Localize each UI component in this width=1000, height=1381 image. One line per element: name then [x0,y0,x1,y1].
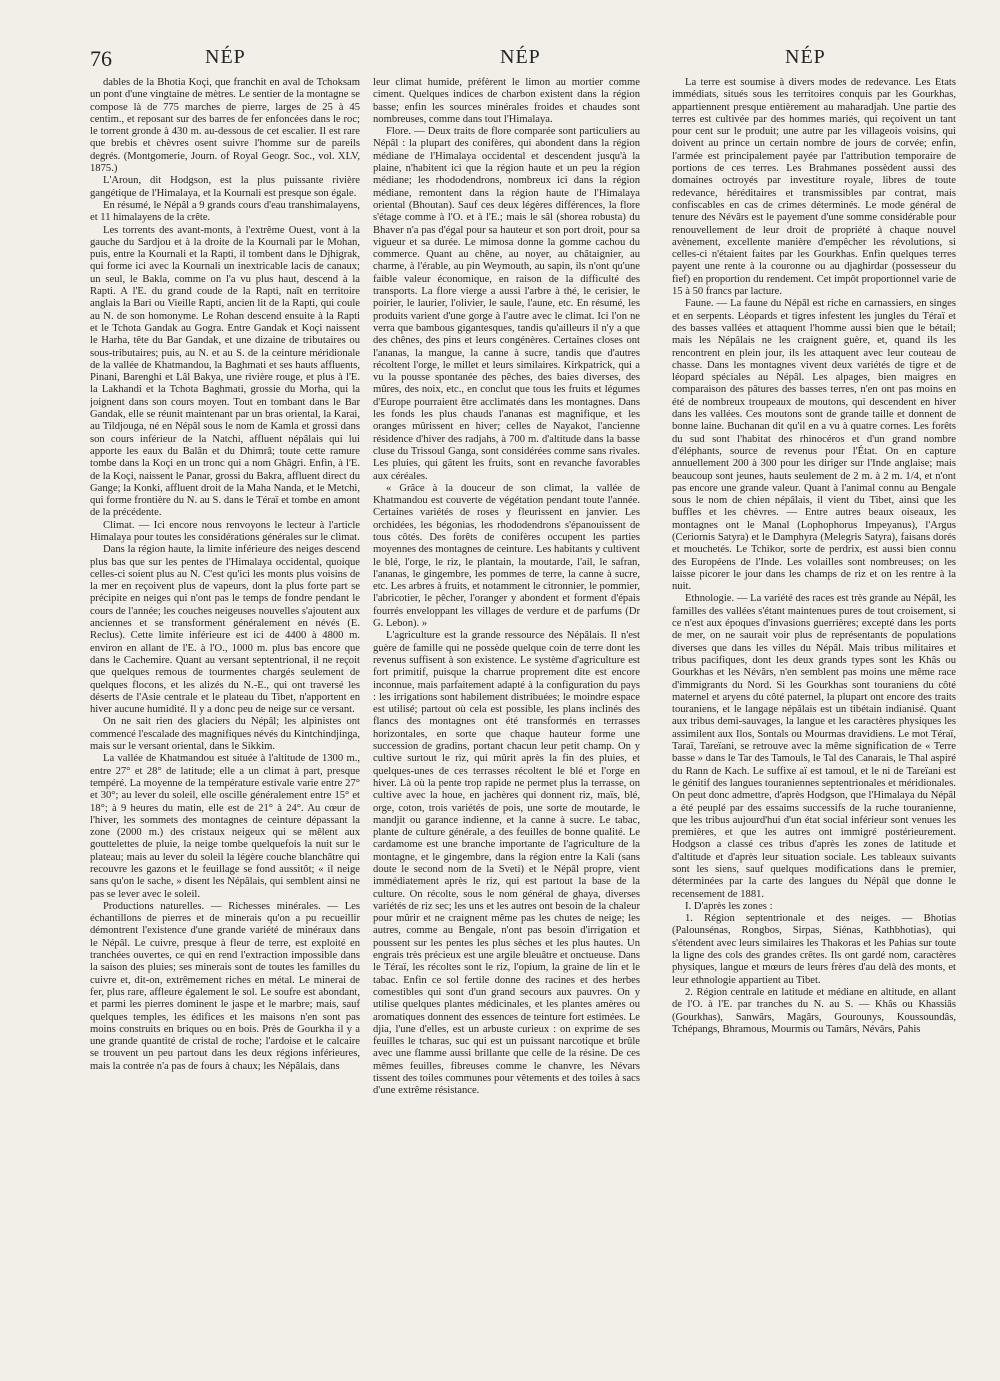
paragraph: On ne sait rien des glaciers du Népâl; les alpinistes ont commencé l'escalade des magnifiques névés du Kintchindjinga, mais sur le versant oriental, dans le Sikkim. [90,716,360,753]
headword-left: NÉP [205,46,246,68]
text-column-1 [90,77,360,1367]
paragraph: L'Aroun, dit Hodgson, est la plus puissante rivière gangétique de l'Himalaya, et la Kournali est presque son égale. [90,175,360,199]
paragraph: Productions naturelles. — Richesses minérales. — Les échantillons de pierres et de minerais qu'on a pu recueillir démontrent l'existence d'une grande variété de minéraux dans le Népâl. Le cuivre, presque à fleur de terre, est exploité en tranchées ouvertes, ce qui en rend l'extraction impossible dans la saison des pluies; ses minerais sont de toutes les familles du cuivre et, dit-on, extrêmement riches en métal. Le minerai de fer, plus rare, affleure également le sol. Le soufre est abondant, et parmi les pierres dominent le jaspe et le marbre; mais, sauf quelques temples, les édifices et les maisons n'en sont pas moins construits en briques ou en bois. Près de Gourkha il y a une grande quantité de cristal de roche; l'ardoise et le calcaire se trouvent un peu partout dans les deux régions inférieures, mais la contrée n'a pas de fours à chaux; les Népâlais, dans [90,900,360,1072]
paragraph: dables de la Bhotia Koçi, que franchit en aval de Tchoksam un pont d'une vingtaine de mètres. Le sentier de la montagne se compose là de 775 marches de pierre, larges de 25 à 45 centim., et reposant sur des barres de fer enfoncées dans le roc; le torrent gronde à 430 m. au-dessous de cet escalier. Il est rare que brebis et chèvres osent suivre l'homme sur de pareils degrés. (Montgomerie, Journ. of Royal Geogr. Soc., vol. XLV, 1875.) [90,77,360,175]
paragraph: La vallée de Khatmandou est située à l'altitude de 1300 m., entre 27° et 28° de latitude; elle a un climat à part, presque tempéré. La moyenne de la température estivale varie entre 27° et 30°; au lever du soleil, elle oscille généralement entre 15° et 18°; à 9 heures du matin, elle est de 21° à 24°. Au cœur de l'hiver, les sommets des montagnes de ceinture dépassant la zone (2000 m.) des cristaux neigeux qui se mêlent aux gouttelettes de pluie, la neige tombe quelquefois la nuit sur le plateau; mais au lever du soleil la légère couche blanchâtre qui recouvre les gazons et le feuillage se fond aussitôt; « il neige sans qu'on le sache, » disent les Népâlais, qui semblent ainsi ne pas se lever avec le soleil. [90,753,360,900]
running-header [0,46,1000,76]
paragraph: Faune. — La faune du Népâl est riche en carnassiers, en singes et en serpents. Léopards et tigres infestent les jungles du Téraï et des basses vallées et attaquent l'homme aussi bien que le bétail; mais les Népâlais ne les craignent guère, et, quand ils les rencontrent en plein jour, ils les attaquent avec leur couteau de chasse. Dans les montagnes vivent deux variétés de tigre et de léopard spéciales au Népâl. Les alpages, bien maigres en comparaison des pâtures des basses terres, n'en ont pas moins en été de nombreux troupeaux de moutons, qui descendent en hiver dans les vallées. Ces moutons sont de grande taille et donnent de bonne laine. Buchanan dit qu'il en a vu à quatre cornes. Les forêts du sud sont l'habitat des rhinocéros et d'un grand nombre d'éléphants, source de revenus pour l'État. On en capture annuellement 200 à 300 pour les diriger sur l'Inde anglaise; mais beaucoup sont jeunes, hauts seulement de 2 m. à 2 m. 1/4, et n'ont pas encore une grande valeur. Quant à l'animal connu au Bengale sous le nom de chien népâlais, il vient du Tibet, ainsi que les buffles et les chèvres. — Entre autres beaux oiseaux, les montagnes ont le Manal (Lophophorus Impeyanus), l'Argus (Ceriornis Satyra) et le Damphyra (Melegris Satyra), faisans dorés et mouchetés. Le Tchikor, sorte de perdrix, est aussi bien connu des Européens de l'Inde. Les volailles sont nombreuses; on les laisse picorer le jour dans les champs de riz et on les rentre à la nuit. [672,298,956,593]
paragraph: En résumé, le Népâl a 9 grands cours d'eau transhimalayens, et 11 himalayens de la crête. [90,199,360,224]
headword-right: NÉP [785,46,826,68]
paragraph: L'agriculture est la grande ressource des Népâlais. Il n'est guère de famille qui ne possède quelque coin de terre dont les revenus suffisent à son existence. Le système d'agriculture est fort primitif, puisque la charrue proprement dite est encore inconnue, mais parfaitement adapté à la configuration du pays : les irrigations sont habilement distribuées; le moindre espace est utilisé; partout où cela est possible, les plans inclinés des flancs des montagnes ont été transformés en terrasses horizontales, en sorte que chaque hauteur forme une succession de gradins, portant chacun leur petit champ. On y cultive surtout le riz, qui mûrit après la fin des pluies, et quelques-unes de ces terrasses récoltent le blé et l'orge en hiver. Là où la pente trop rapide ne permet plus la terrasse, on cultive avec la houe, en jachères qui donnent riz, maïs, blé, orge, coton, trois variétés de pois, une sorte de moutarde, le mandjit ou garance indienne, et la canne à sucre. Le tabac, plante de culture générale, a des feuilles de bonne qualité. Le cardamome est une branche importante de l'agriculture de la montagne, et le gingembre, dans la région entre la Kali (sans doute le second nom de la Sveti) et le Népâl propre, vient immédiatement après le riz, qui est partout la base de la culture. On récolte, sous le nom général de ghaya, diverses variétés de riz sec; les uns et les autres ont besoin de la chaleur pour mûrir et ne craignent même pas les chutes de neige; les autres, comme au Bengale, n'ont pas besoin d'irrigation et poussent sur les pentes les plus sèches et les plus hautes. Un engrais très précieux est une argile bleuâtre et onctueuse. Dans le Téraï, les récoltes sont le riz, l'opium, la graine de lin et le tabac. Enfin ce sol fertile donne des racines et des herbes comestibles qui sont d'un grand secours aux pauvres. On y utilise quelques plantes médicinales, et les plantes amères ou aromatiques donnent des essences de teinture fort estimées. Le djia, l'une d'elles, est un arbuste curieux : on exprime de ses feuilles le tcharas, suc qui est un puissant narcotique et brûle avec une flamme aussi brillante que celle de la résine. De ces mêmes feuilles, fibreuses comme le chanvre, les Névars tissent des toiles communes pour vêtements et des toiles à sacs d'une extrême résistance. [373,630,640,1097]
text-column-3 [672,77,956,1367]
paragraph: Climat. — Ici encore nous renvoyons le lecteur à l'article Himalaya pour toutes les considérations générales sur le climat. [90,519,360,543]
paragraph: 1. Région septentrionale et des neiges. — Bhotias (Palounsénas, Rongbos, Sirpas, Siénas, Kathbhotias), qui s'étendent avec leurs similaires les Thakoras et les Pahias sur toute la ligne des cols des grandes crêtes. Ils ont gardé nom, caractères physiques, langue et mœurs de leurs frères d'au delà des monts, et leur ethnologie appartient au Tibet. [672,913,956,986]
paragraph: La terre est soumise à divers modes de redevance. Les États immédiats, situés sous les territoires conquis par les Gourkhas, appartiennent presque entièrement au maharadjah. Une partie des terres est cultivée par des hommes mariés, qui reçoivent un tant pour cent sur le produit; une autre par les villageois voisins, qui doivent au prince un certain nombre de jours de corvée; enfin, l'armée est principalement payée par l'attribution temporaire de portions de ces terres. Les Brahmanes possèdent aussi des domaines octroyés par investiture royale, libres de toute redevance, héréditaires et transmissibles par contrat, mais confiscables en cas de crimes déterminés. Le mode général de tenure des Névârs est le payement d'une somme considérable pour renouvellement de leur droit de propriété à chaque nouvel avènement, excellente manière d'empêcher les révolutions, si celles-ci n'étaient faites par les Gourkhas. Enfin quelques terres payent une rente à la couronne ou au djaghirdar (possesseur du fief) en proportion du rendement. Cet impôt proportionnel varie de 15 à 50 francs par lacture. [672,77,956,298]
paragraph: Les torrents des avant-monts, à l'extrême Ouest, vont à la gauche du Sardjou et à la droite de la Kournali par le Mohan, puis, entre la Kournali et la Rapti, il tombent dans le Djhigrak, qui forme ici avec la Kournali un inextricable lacis de canaux; un seul, le Bakla, comme on l'a vu plus haut, descend à la Rapti. A l'E. du grand coude de la Rapti, naît en territoire anglais la Bari ou Vieille Rapti, ancien lit de la Rapti, qui coule au N. de son homonyme. Le Rohan descend ensuite à la Rapti et le Tchota Gandak au Gogra. Entre Gandak et Koçi naissent le Harha, tête du Bar Gandak, et une dizaine de tributaires ou sous-tributaires; puis, au N. et au S. de la ceinture méridionale de la vallée de Khatmandou, la Baghmati et ses hauts affluents, Pinani, Barenghi et Lâl Bakya, une rivière rouge, et plus à l'E. la Lakhandi et la Tchota Baghmati, grossie du Morha, qui la joignent dans son cours moyen. Tout en tombant dans le Bar Gandak, elle se réunit maintenant par un bras oriental, la Karai, au Tildjouga, né en Népâl sous le nom de Kamla et grossi dans son cours inférieur de la Natchi, affluent népâlais qui lui apporte les eaux du Balân et du Dhimrâ; toute cette ramure tombe dans la Koçi en un tronc qui a nom Ghâgri. Enfin, à l'E. de la Koçi, naissent le Panar, grossi du Bakra, affluent direct du Gange; la Konki, affluent droit de la Maha Nanda, et le Metchi, qui forme frontière du N. au S. dans le Téraï et tombe en amont de la précédente. [90,224,360,519]
text-column-2 [373,77,640,1367]
paragraph: Flore. — Deux traits de flore comparée sont particuliers au Népâl : la plupart des conifères, qui abondent dans la région médiane de l'Himalaya occidental et descendent jusqu'à la plaine, n'habitent ici que la région haute et un peu la région médiane; les rhododendrons, nombreux ici dans la région médiane, remontent dans la région haute de l'Himalaya oriental (Bhoutan). Sauf ces deux légères différences, la flore s'étage comme à l'O. et à l'E.; mais le sâl (shorea robusta) du Bhaver n'a pas d'égal pour sa hauteur et son port droit, pour sa vigueur et sa durée. Le mimosa donne la gomme cachou du commerce. Quant au chêne, au noyer, au châtaignier, au charme, à l'érable, au pin Weymouth, au sapin, ils n'ont qu'une faible valeur économique, en raison de la difficulté des transports. La flore vierge a aussi l'arbre à thé, le cerisier, le poirier, le laurier, l'olivier, le saule, l'aune, etc. En résumé, les produits varient d'une gorge à l'autre avec le climat. Ici l'on ne verra que bambous gigantesques, tandis qu'ailleurs il n'y a que des chênes, des pins et leurs congénères. Certaines closes ont l'ananas, la mangue, la canne à sucre, tandis que d'autres récoltent l'orge, le millet et leurs similaires. Kirkpatrick, qui a vu la pousse spontanée des pêches, des baies diverses, des mûres, des noix, etc., en conclut que tous les fruits et légumes d'Europe pourraient être acclimatés dans les montagnes. Dans les fonds les plus chauds l'ananas est magnifique, et les oranges mûrissent en hiver; celles de Nayakot, l'ancienne résidence d'hiver des radjahs, à 700 m. d'altitude dans la basse cluse du Trissoul Ganga, sont considérées comme sans rivales. Les pluies, qui gâtent les fruits, sont en revanche favorables aux céréales. [373,126,640,482]
paragraph: I. D'après les zones : [685,900,773,912]
paragraph: 2. Région centrale en latitude et médiane en altitude, en allant de l'O. à l'E. par tranches du N. au S. — Khâs ou Khassiâs (Gourkhas), Sanwârs, Magârs, Gourounys, Koussoundâs, Tchépangs, Bhramous, Mourmis ou Tamârs, Névârs, Pahis [672,986,956,1035]
page-number: 76 [90,46,112,71]
paragraph: leur climat humide, préfèrent le limon au mortier comme ciment. Quelques indices de charbon existent dans la région basse; enfin les sources minérales froides et chaudes sont nombreuses, comme dans tout l'Himalaya. [373,77,640,125]
paragraph: « Grâce à la douceur de son climat, la vallée de Khatmandou est couverte de végétation pendant toute l'année. Certaines variétés de roses y fleurissent en janvier. Les orchidées, les bégonias, les rhododendrons s'épanouissent de tous côtés. Des forêts de conifères occupent les parties moyennes des montagnes de ceinture. Les habitants y cultivent le blé, l'orge, le riz, le plantain, la moutarde, l'ail, le safran, l'ananas, le gingembre, les pommes de terre, la canne à sucre, etc. Les arbres à fruits, et notamment le citronnier, le pommier, l'abricotier, le pêcher, l'oranger y abondent et forment d'épais fourrés enveloppant les villages de verdure et de parfums (Dr G. Lebon). » [373,482,640,630]
headword-center: NÉP [500,46,541,68]
paragraph: Dans la région haute, la limite inférieure des neiges descend plus bas que sur les pentes de l'Himalaya occidental, quoique celles-ci soient plus au N. C'est qu'ici les monts plus voisins de la mer en reçoivent plus de vapeurs, dont la plus forte part se précipite en neiges qui n'ont pas le temps de fondre pendant le cours de l'année; les couches neigeuses nouvelles s'ajoutent aux anciennes et se transforment généralement en névés (E. Reclus). Cette limite inférieure est ici de 4400 à 4800 m. environ en allant de l'E. à l'O., 1000 m. plus bas encore que dans le Cachemire. Quant au versant septentrional, il ne reçoit que quelques remous de tourmentes chargés seulement de quelques flocons, et les alizés du N.-E., qui ont traversé les déserts de l'Asie centrale et le plateau du Tibet, n'apportent en hiver aucune humidité. Il y a donc peu de neige sur ce versant. [90,544,360,716]
paragraph: Ethnologie. — La variété des races est très grande au Népâl, les familles des vallées s'étant maintenues pures de tout croisement, si ce n'est aux époques d'invasions guerrières; excepté dans les ports de mer, on ne saurait voir plus de représentants de populations diverses que dans les villes du Népâl. Mais tribus militaires et tribus pacifiques, dont les deux grands types sont les Khâs ou Gourkhas et les Névârs, n'en semblent pas moins une même race d'immigrants du Nord. Si les Gourkhas sont touraniens du côté maternel et aryens du côté paternel, la plupart ont encore des traits touraniens, et le langage népâlais est un tibétain indianisé. Quant aux tribus demi-sauvages, la langue et les caractères physiques les assimilent aux Ilos, Sontals ou Mourmas dravidiens. Le mot Téraï, Taraï, Tareïani, se retrouve avec la même signification de « Terre basse » dans le Tar des Tamouls, le Tal des Canarais, le Thal aspiré du Rann de Kach. Le suffixe aï est tamoul, et le ni de Tareïani est le génitif des langues touraniennes septentrionales et méridionales. On peut donc admettre, d'après Hodgson, que l'Himalaya du Népâl a été peuplé par des essaims successifs de la ruche touranienne, que les tribus aujourd'hui d'un état social inférieur sont venues les premières, et que les autres ont immigré postérieurement. Hodgson a classé ces tribus d'après les zones de latitude et d'altitude et d'après leur situation sociale. Les tableaux suivants sont les siens, sauf quelques modifications dans le premier, déterminées par la carte des langues du Népâl que donne le recensement de 1881. [672,593,956,900]
